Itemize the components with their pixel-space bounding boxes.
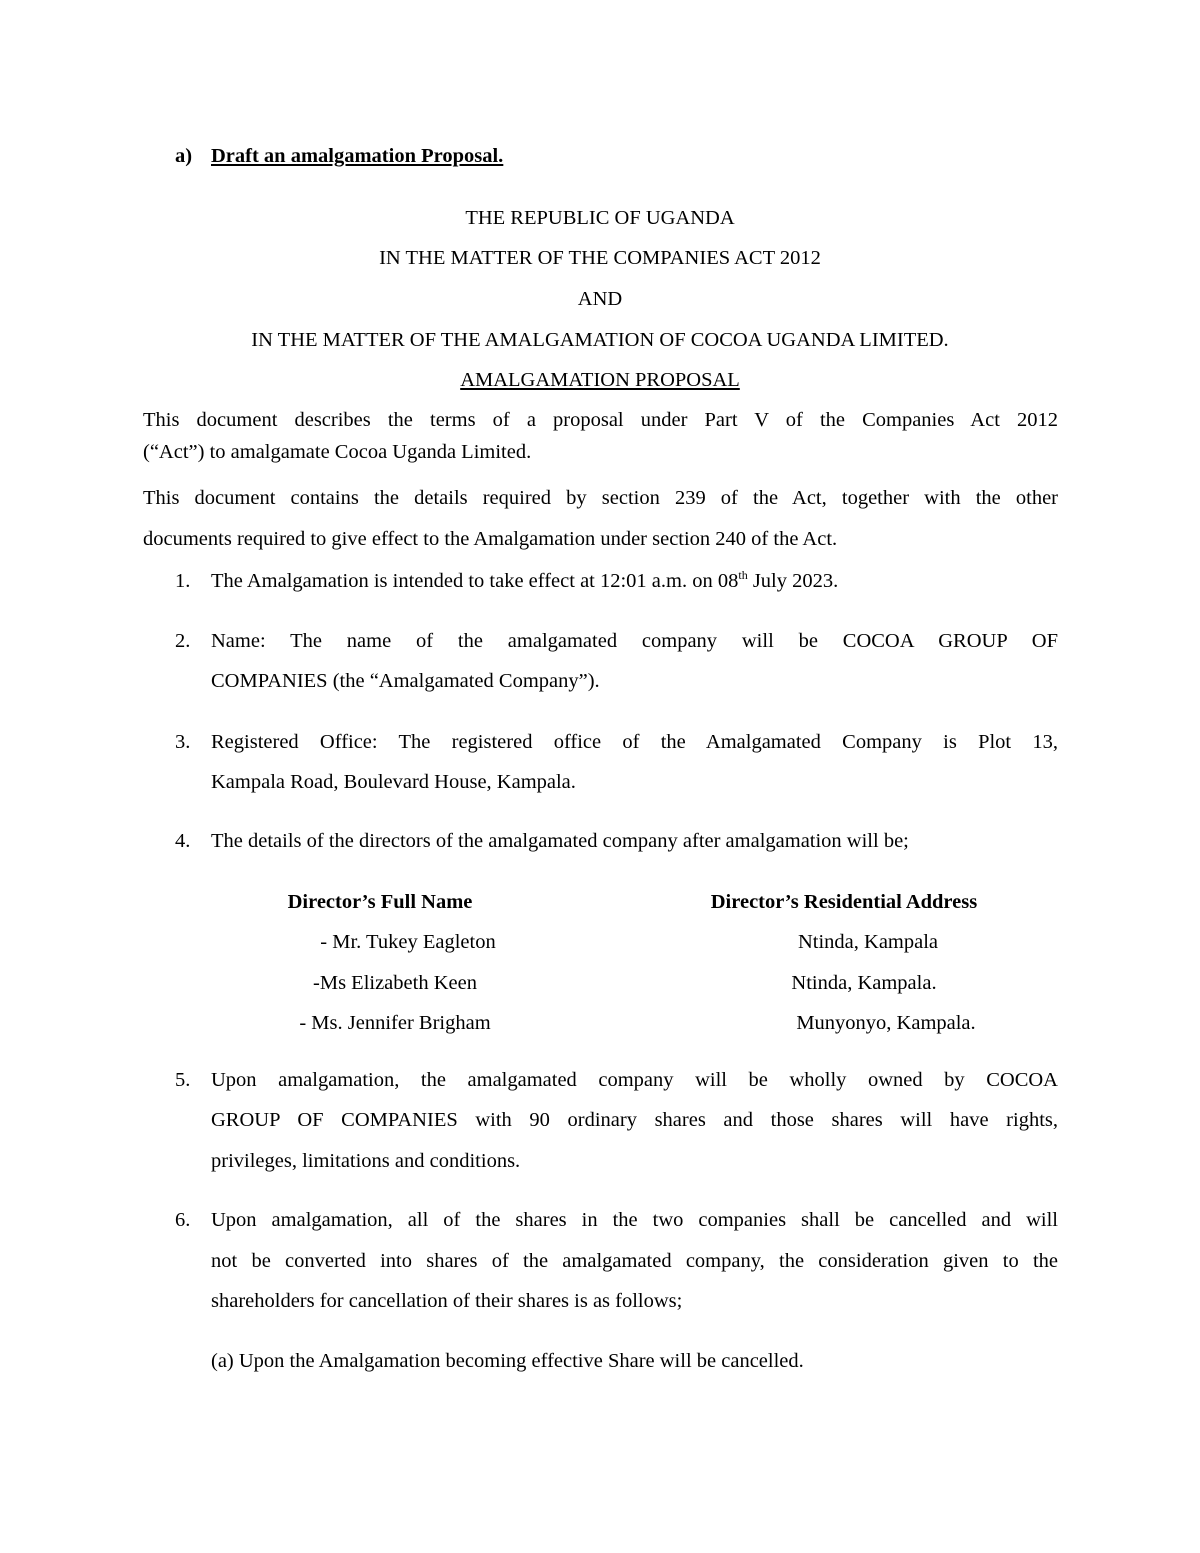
director-row-2-address: Ntinda, Kampala. — [791, 972, 937, 994]
intro-p2-line1: This document contains the details required by section 239 of the Act, together with the other — [143, 487, 1058, 509]
directors-header-address: Director’s Residential Address — [710, 891, 978, 913]
item-2-line1: Name: The name of the amalgamated company will be COCOA GROUP OF — [211, 630, 1058, 652]
item-5-line1: Upon amalgamation, the amalgamated company will be wholly owned by COCOA — [211, 1069, 1058, 1091]
title-amalgamation-matter: IN THE MATTER OF THE AMALGAMATION OF COCOA UGANDA LIMITED. — [251, 329, 949, 351]
item-6-number: 6. — [175, 1209, 191, 1231]
item-6-sub-a: (a) Upon the Amalgamation becoming effective Share will be cancelled. — [211, 1350, 804, 1372]
item-5-line3: privileges, limitations and conditions. — [211, 1150, 521, 1172]
intro-p2-line2: documents required to give effect to the Amalgamation under section 240 of the Act. — [143, 528, 838, 550]
item-2-number: 2. — [175, 630, 191, 652]
heading-text: Draft an amalgamation Proposal. — [211, 145, 504, 167]
item-6-line2: not be converted into shares of the amalgamated company, the consideration given to the — [211, 1250, 1058, 1272]
item-1-number: 1. — [175, 570, 191, 592]
item-4-number: 4. — [175, 830, 191, 852]
item-1-text: The Amalgamation is intended to take effect at 12:01 a.m. on 08th July 2023. — [211, 568, 839, 592]
intro-p1-line2: (“Act”) to amalgamate Cocoa Uganda Limited. — [143, 441, 532, 463]
director-row-3-address: Munyonyo, Kampala. — [796, 1012, 976, 1034]
heading-label: a) — [175, 145, 193, 167]
ordinal-suffix: th — [738, 568, 748, 583]
director-row-2-name: -Ms Elizabeth Keen — [313, 972, 477, 994]
director-row-1-address: Ntinda, Kampala — [797, 931, 939, 953]
intro-p1-line1: This document describes the terms of a proposal under Part V of the Companies Act 2012 — [143, 409, 1058, 431]
item-2-line2: COMPANIES (the “Amalgamated Company”). — [211, 670, 600, 692]
item-6-line1: Upon amalgamation, all of the shares in the two companies shall be cancelled and will — [211, 1209, 1058, 1231]
item-3-line1: Registered Office: The registered office of the Amalgamated Company is Plot 13, — [211, 731, 1058, 753]
item-6-line3: shareholders for cancellation of their shares is as follows; — [211, 1290, 683, 1312]
title-republic: THE REPUBLIC OF UGANDA — [465, 207, 735, 229]
item-5-number: 5. — [175, 1069, 191, 1091]
directors-header-name: Director’s Full Name — [287, 891, 473, 913]
title-companies-act: IN THE MATTER OF THE COMPANIES ACT 2012 — [379, 247, 821, 269]
item-5-line2: GROUP OF COMPANIES with 90 ordinary shares and those shares will have rights, — [211, 1109, 1058, 1131]
item-3-line2: Kampala Road, Boulevard House, Kampala. — [211, 771, 576, 793]
item-4-line1: The details of the directors of the amalgamated company after amalgamation will be; — [211, 830, 909, 852]
item-3-number: 3. — [175, 731, 191, 753]
director-row-1-name: - Mr. Tukey Eagleton — [320, 931, 496, 953]
title-and: AND — [577, 288, 623, 310]
director-row-3-name: - Ms. Jennifer Brigham — [299, 1012, 491, 1034]
title-proposal: AMALGAMATION PROPOSAL — [460, 369, 740, 391]
